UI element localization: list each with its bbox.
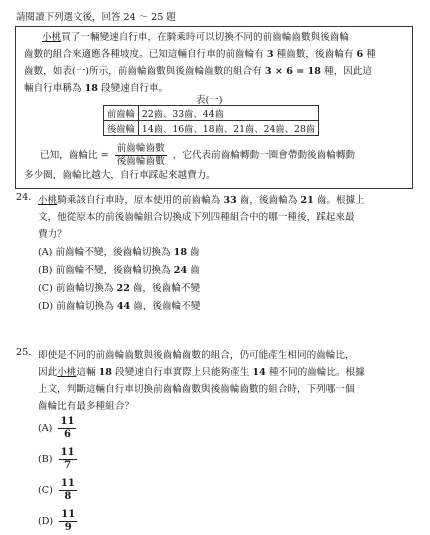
question-24-line-3: 費力？ [38,229,67,240]
table-head-rear: 後齒輪 [104,121,139,136]
question-24-line-1: 小桃騎乘該自行車時，原本使用的前齒輪為 33 齒，後齒輪為 21 齒。根據上 [38,195,365,206]
question-24-line-2: 文，他從原本的前後齒輪組合切換成下列四種組合中的哪一種後，踩起來最 [38,212,355,223]
q24-option-c[interactable]: (C) 前齒輪切換為 22 齒，後齒輪不變 [38,283,201,294]
table-caption: 表(一) [196,95,223,106]
q25-option-d[interactable]: (D) $\frac{11}{9}$ [38,509,76,533]
ratio-fraction: $\frac{\text{前齒輪齒數}}{\text{後齒輪齒數}}$ [116,143,165,167]
q25-option-b[interactable]: (B) $\frac{11}{7}$ [38,447,75,471]
question-25-line-2: 因此小桃這輛 18 段變速自行車實際上只能夠產生 14 種不同的齒輪比。根據 [38,367,365,378]
passage-line-2: 齒數的組合來適應各種坡度。已知這輛自行車的前齒輪有 3 種齒數，後齒輪有 6 種 [24,49,376,60]
passage-line-3: 齒數，如表(一)所示，前齒輪齒數與後齒輪齒數的組合有 3 × 6 = 18 種，因此這 [24,66,372,77]
table-values-rear: 14齒、16齒、18齒、21齒、24齒、28齒 [138,121,318,136]
question-25-line-4: 齒輪比有最多種組合？ [38,401,134,412]
fraction: $\frac{11}{6}$ [60,416,75,440]
q25-option-c[interactable]: (C) $\frac{11}{8}$ [38,478,75,502]
table-head-front: 前齒輪 [104,106,139,121]
passage-line-1: 小桃買了一輛變速自行車，在騎乘時可以切換不同的前齒輪齒數與後齒輪 [42,32,349,43]
question-25-line-1: 即使是不同的前齒輪齒數與後齒輪齒數的組合，仍可能產生相同的齒輪比， [38,350,355,361]
ratio-definition: 已知，齒輪比 = $\frac{\text{前齒輪齒數}}{\text{後齒輪齒數}}$ ，它代表前齒輪轉動一圈會帶動後齒輪轉動 [40,143,356,167]
table-row [104,121,319,136]
intro-instruction: 請閱讀下列選文後，回答 24 ～ 25 題 [16,12,176,23]
passage-line-4: 輛自行車稱為 18 段變速自行車。 [24,83,169,94]
fraction: $\frac{11}{7}$ [60,447,75,471]
q25-option-a[interactable]: (A) $\frac{11}{6}$ [38,416,75,440]
passage-last-line: 多少圈，齒輪比越大，自行車踩起來越費力。 [24,170,216,181]
q24-option-b[interactable]: (B) 前齒輪不變，後齒輪切換為 24 齒 [38,265,200,276]
question-25-line-3: 上文，判斷這輛自行車切換前齒輪齒數與後齒輪齒數的組合時，下列哪一個 [38,384,355,395]
question-25-number: 25. [16,347,32,358]
question-24-number: 24. [16,192,32,203]
name-xiaotao: 小桃 [42,32,62,43]
fraction: $\frac{11}{9}$ [61,509,76,533]
gear-table [103,105,319,136]
table-values-front: 22齒、33齒、44齒 [138,106,318,121]
q24-option-a[interactable]: (A) 前齒輪不變，後齒輪切換為 18 齒 [38,247,200,258]
q24-option-d[interactable]: (D) 前齒輪切換為 44 齒，後齒輪不變 [38,301,201,312]
table-row [104,106,319,121]
fraction: $\frac{11}{8}$ [60,478,75,502]
